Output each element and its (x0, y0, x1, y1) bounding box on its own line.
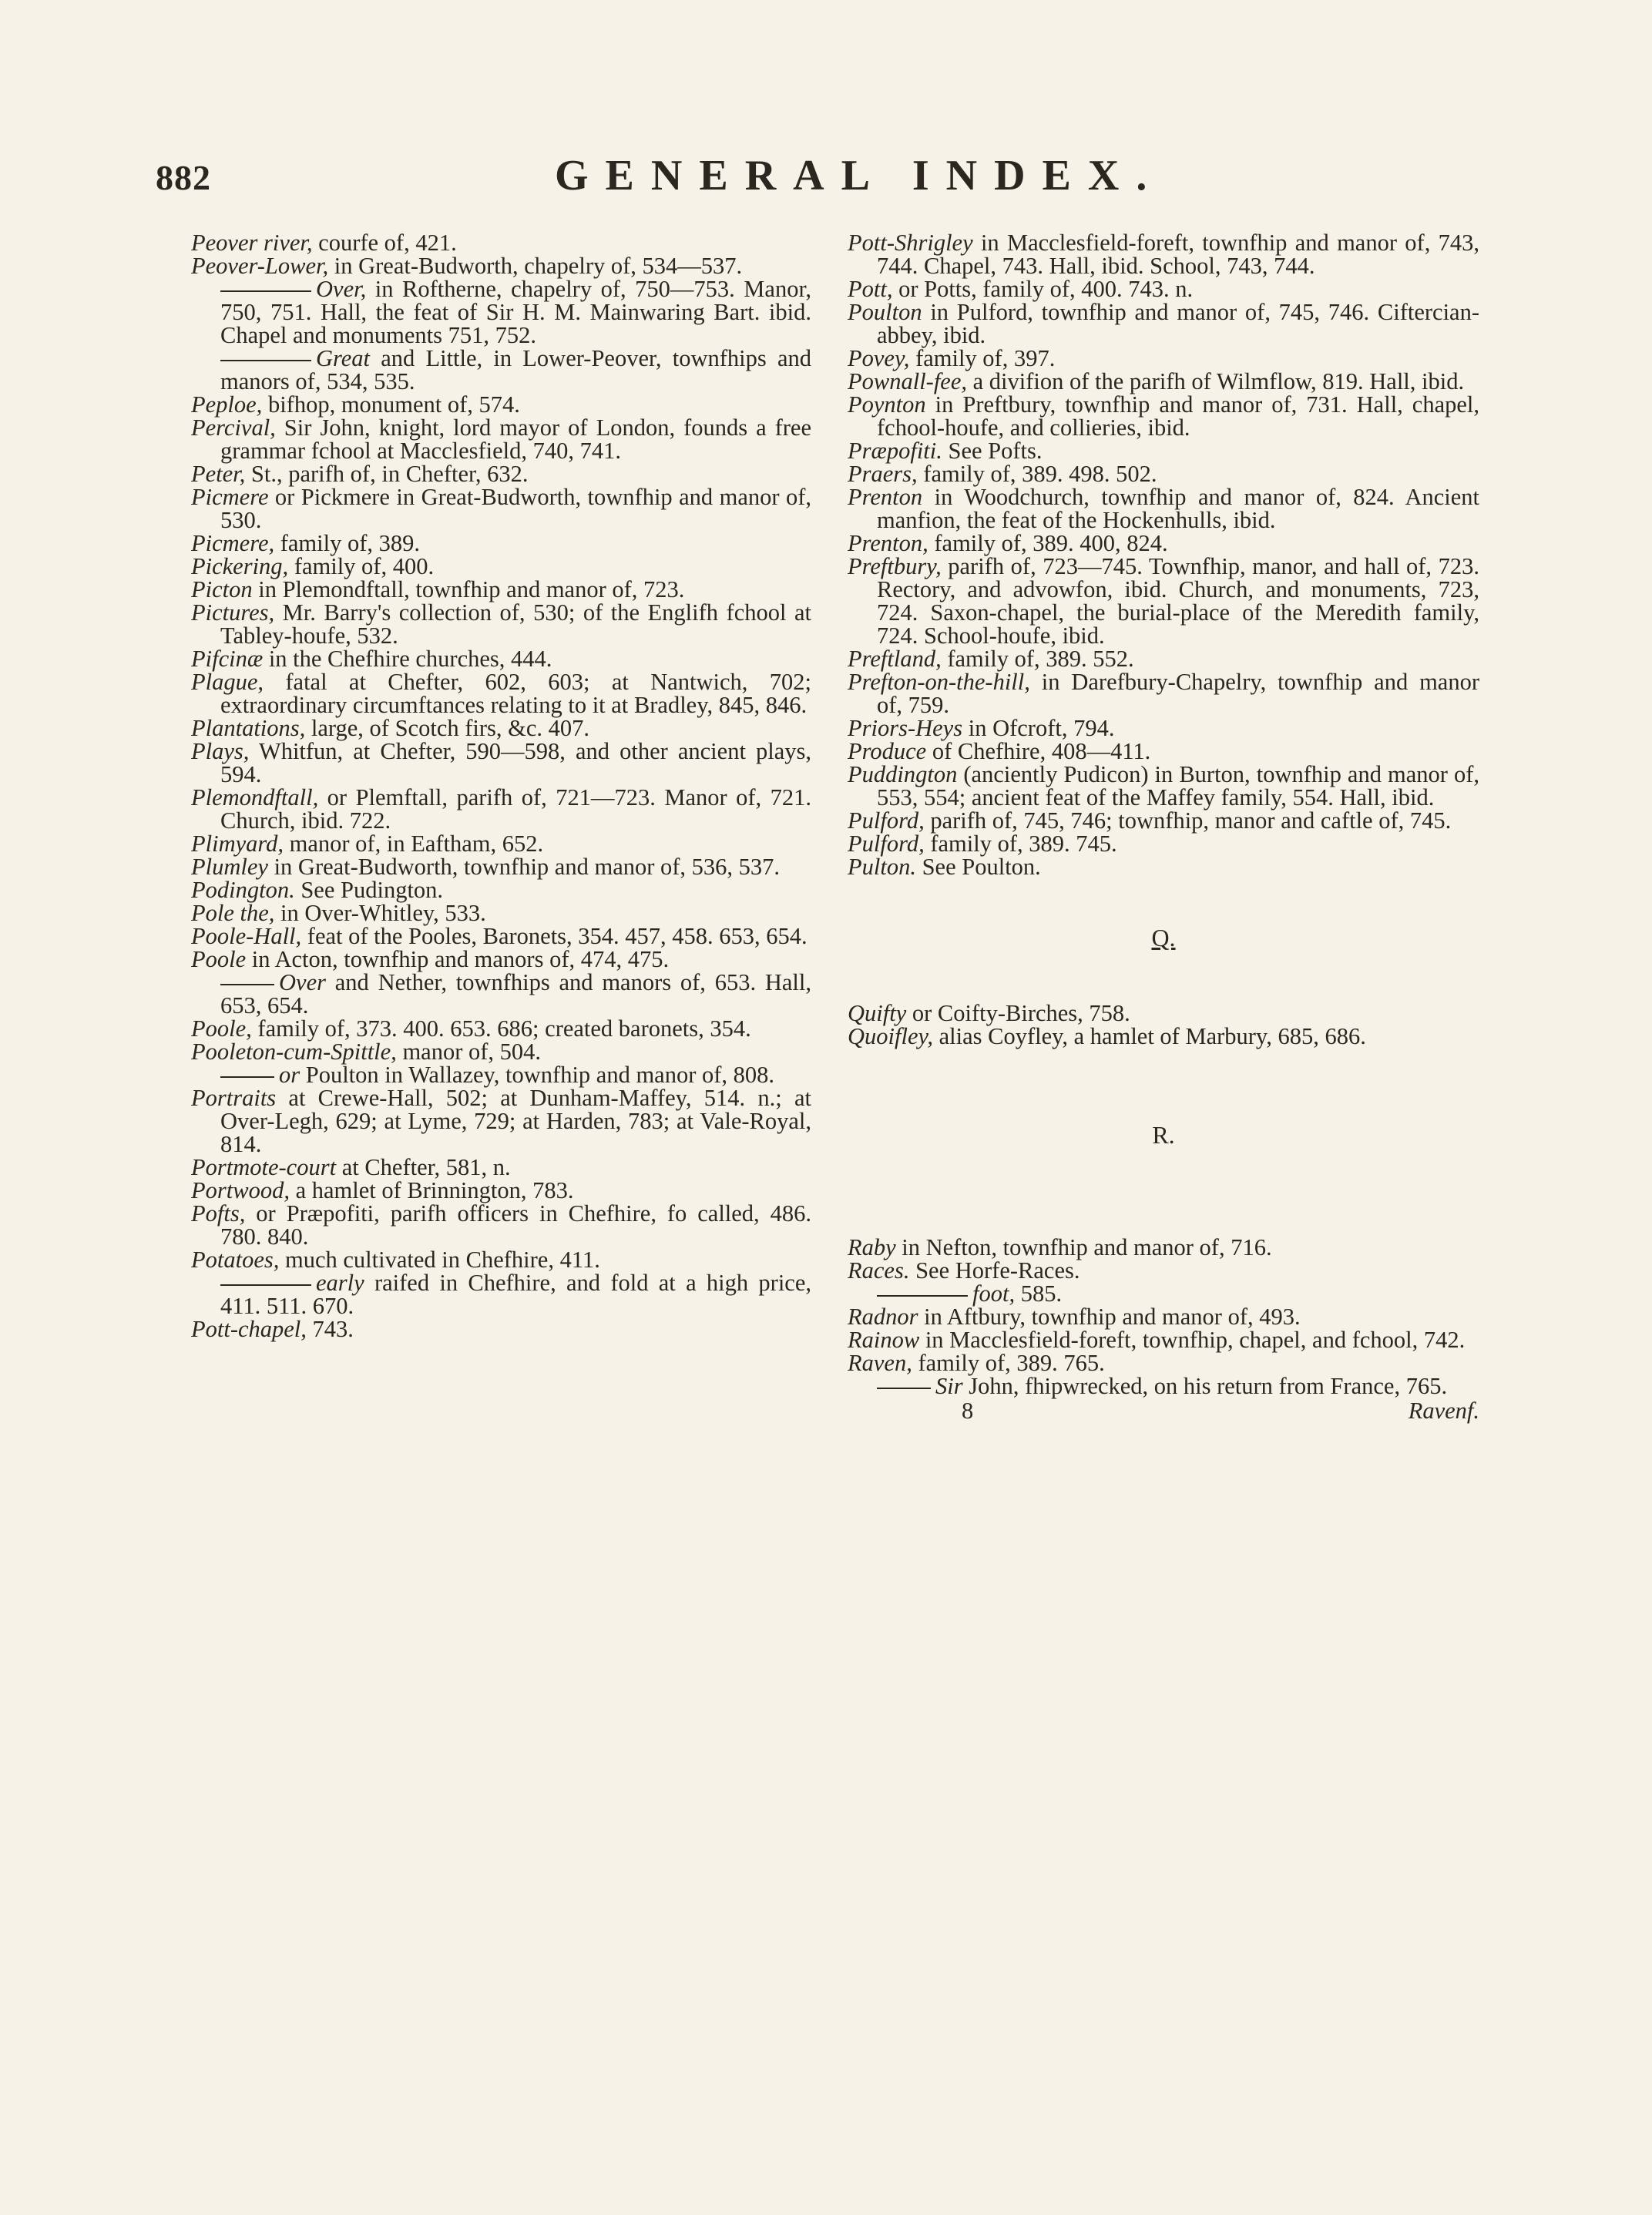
index-references: in Macclesfield-foreft, townfhip and manor of, 743, 744. Chapel, 743. Hall, ibid. School, 743, 744. (877, 230, 1479, 279)
index-entry (191, 925, 811, 948)
index-references: a divifion of the parifh of Wilmflow, 819. Hall, ibid. (967, 368, 1465, 394)
index-term: Potatoes, (191, 1247, 280, 1273)
index-term: Plays, (191, 738, 250, 764)
index-entry (848, 1328, 1479, 1351)
section-letter-q: Q. (1151, 924, 1176, 951)
ditto-dash (220, 360, 311, 361)
index-references: family of, 389. 765. (912, 1350, 1105, 1376)
index-references: in Great-Budworth, townfhip and manor of, 536, 537. (267, 854, 781, 880)
index-references: See Pudington. (294, 877, 444, 903)
index-term: Pictures, (191, 599, 275, 626)
index-references: St., parifh of, in Chefter, 632. (245, 461, 529, 487)
index-entry (191, 578, 811, 601)
index-term: Prefton-on-the-hill, (848, 669, 1030, 695)
index-references: parifh of, 723—745. Townfhip, manor, and hall of, 723. Rectory, and advowfon, ibid. Church, and monuments, 723, 724. Saxon-chapel, the burial-place of the Meredith family, 724. School-houfe, ibid. (877, 553, 1479, 649)
index-references: in Darefbury-Chapelry, townfhip and manor of, 759. (877, 669, 1479, 718)
index-term: Pooleton-cum-Spittle, (191, 1039, 397, 1065)
index-term: Plimyard, (191, 831, 284, 857)
page-number: 882 (156, 158, 211, 197)
index-term: Pott-Shrigley (848, 230, 973, 256)
index-entry (191, 1317, 811, 1341)
index-term: Raby (848, 1234, 896, 1260)
index-references: Whitfun, at Chefter, 590—598, and other ancient plays, 594. (220, 738, 811, 787)
index-entry (848, 1025, 1479, 1048)
index-references: parifh of, 745, 746; townfhip, manor and caftle of, 745. (924, 807, 1452, 834)
index-entry (191, 462, 811, 485)
index-term: Pownall-fee, (848, 368, 968, 394)
index-term: Plague, (191, 669, 264, 695)
index-references: 743. (306, 1316, 354, 1342)
index-references: See Poulton. (915, 854, 1041, 880)
ditto-dash (877, 1388, 931, 1389)
index-subentry (191, 277, 811, 347)
index-entry (848, 231, 1479, 277)
index-term: Peover-Lower, (191, 253, 329, 279)
index-term: Pole the, (191, 900, 275, 926)
index-subentry (848, 1374, 1479, 1398)
index-entry (191, 555, 811, 578)
index-references: 585. (1015, 1280, 1063, 1307)
index-term: Pulford, (848, 807, 925, 834)
index-term: Pott-chapel, (191, 1316, 307, 1342)
index-references: in Nefton, townfhip and manor of, 716. (895, 1234, 1272, 1260)
index-entry (191, 485, 811, 532)
index-entry (848, 370, 1479, 393)
index-references: See Pofts. (942, 438, 1043, 464)
index-term: Picton (191, 576, 253, 602)
index-references: in the Chefhire churches, 444. (263, 646, 552, 672)
index-entry (191, 786, 811, 832)
index-references: in Plemondftall, townfhip and manor of, 723. (252, 576, 685, 602)
index-term: Pulford, (848, 831, 925, 857)
index-entry (191, 740, 811, 786)
index-references: in Acton, townfhip and manors of, 474, 475. (246, 946, 670, 972)
index-entry (191, 1040, 811, 1063)
index-references: manor of, in Eaftham, 652. (284, 831, 544, 857)
index-term: Over, (316, 276, 367, 302)
ditto-dash (220, 1076, 274, 1078)
index-term: Peter, (191, 461, 246, 487)
index-subentry (848, 1282, 1479, 1305)
index-term: Pickering, (191, 553, 289, 579)
index-references: or Coifty-Birches, 758. (906, 1000, 1130, 1026)
ditto-dash (220, 290, 311, 292)
index-references: courfe of, 421. (312, 230, 457, 256)
index-entry (191, 416, 811, 462)
index-entry (848, 832, 1479, 855)
index-term: Peploe, (191, 391, 263, 418)
catchword: Ravenf. (1408, 1398, 1479, 1424)
index-term: Rainow (848, 1327, 920, 1353)
index-entry (848, 1305, 1479, 1328)
index-references: raifed in Chefhire, and fold at a high price, 411. 511. 670. (220, 1270, 811, 1319)
index-term: Prenton, (848, 530, 928, 556)
index-term: Poole, (191, 1015, 252, 1042)
index-entry (848, 670, 1479, 717)
index-entry (848, 300, 1479, 347)
q-entries-list (848, 1002, 1479, 1048)
index-references: at Crewe-Hall, 502; at Dunham-Maffey, 514. n.; at Over-Legh, 629; at Lyme, 729; at Harden, 783; at Vale-Royal, 814. (220, 1085, 811, 1157)
right-column (848, 231, 1479, 1428)
index-term: or (279, 1062, 301, 1088)
index-term: Portmote-court (191, 1154, 337, 1180)
index-term: Radnor (848, 1304, 918, 1330)
index-entry (848, 1002, 1479, 1025)
index-entry (191, 717, 811, 740)
index-term: Plumley (191, 854, 268, 880)
page-title: GENERAL INDEX. (555, 152, 1164, 200)
index-references: in Woodchurch, townfhip and manor of, 824. Ancient manfion, the feat of the Hockenhulls, ibid. (877, 484, 1479, 533)
index-entry (848, 462, 1479, 485)
left-column (191, 231, 811, 1341)
index-entry (191, 601, 811, 647)
index-term: Great (316, 345, 371, 371)
index-references: a hamlet of Brinnington, 783. (289, 1177, 574, 1203)
index-entry (848, 647, 1479, 670)
index-entry (848, 485, 1479, 532)
index-entry (848, 809, 1479, 832)
index-term: Povey, (848, 345, 910, 371)
index-references: in Pulford, townfhip and manor of, 745, 746. Ciftercian-abbey, ibid. (877, 299, 1479, 348)
index-references: family of, 373. 400. 653. 686; created baronets, 354. (251, 1015, 751, 1042)
index-references: See Horfe-Races. (909, 1257, 1080, 1284)
index-subentry (191, 1271, 811, 1317)
index-term: Sir (935, 1373, 963, 1399)
index-entry (191, 832, 811, 855)
index-term: Percival, (191, 414, 276, 441)
index-references: or Potts, family of, 400. 743. n. (892, 276, 1194, 302)
index-entry (848, 555, 1479, 647)
index-references: of Chefhire, 408—411. (926, 738, 1151, 764)
index-term: Plemondftall, (191, 784, 319, 810)
index-term: Prenton (848, 484, 923, 510)
index-term: Peover river, (191, 230, 313, 256)
index-references: family of, 389. (274, 530, 421, 556)
r-entries-list (848, 1236, 1479, 1398)
index-entry (848, 763, 1479, 809)
index-term: foot, (972, 1280, 1016, 1307)
index-term: Preftland, (848, 646, 942, 672)
index-term: Praers, (848, 461, 918, 487)
index-term: Podington. (191, 877, 295, 903)
index-term: Poole-Hall, (191, 923, 302, 949)
index-term: Puddington (848, 761, 958, 787)
page-header (0, 146, 1652, 208)
index-references: Sir John, knight, lord mayor of London, founds a free grammar fchool at Macclesfield, 740, 741. (220, 414, 811, 464)
index-subentry (191, 347, 811, 393)
index-references: Mr. Barry's collection of, 530; of the Englifh fchool at Tabley-houfe, 532. (220, 599, 811, 649)
index-term: Picmere (191, 484, 269, 510)
index-entry (191, 254, 811, 277)
index-references: family of, 389. 552. (941, 646, 1134, 672)
index-references: manor of, 504. (396, 1039, 542, 1065)
index-references: family of, 389. 498. 502. (917, 461, 1157, 487)
index-term: Races. (848, 1257, 910, 1284)
index-entry (191, 1156, 811, 1179)
index-subentry (191, 1063, 811, 1086)
index-entry (848, 393, 1479, 439)
index-entry (191, 393, 811, 416)
index-references: or Præpofiti, parifh officers in Chefhire, fo called, 486. 780. 840. (220, 1200, 811, 1250)
page-footer (848, 1398, 1479, 1428)
index-references: in Roftherne, chapelry of, 750—753. Manor, 750, 751. Hall, the feat of Sir H. M. Mainwaring Bart. ibid. Chapel and monuments 751, 752. (220, 276, 811, 348)
index-entry (191, 670, 811, 717)
index-term: Preftbury, (848, 553, 942, 579)
index-references: in Over-Whitley, 533. (274, 900, 486, 926)
p-entries-list (848, 231, 1479, 878)
index-term: Portwood, (191, 1177, 290, 1203)
index-term: Poulton (848, 299, 922, 325)
index-references: and Nether, townfhips and manors of, 653. Hall, 653, 654. (220, 969, 811, 1019)
index-references: in Aftbury, townfhip and manor of, 493. (918, 1304, 1301, 1330)
index-entry (848, 855, 1479, 878)
index-term: Quifty (848, 1000, 907, 1026)
index-references: family of, 400. (288, 553, 435, 579)
index-term: Poynton (848, 391, 926, 418)
index-entry (191, 1086, 811, 1156)
index-references: fatal at Chefter, 602, 603; at Nantwich, 702; extraordinary circumftances relating to it at Bradley, 845, 846. (220, 669, 811, 718)
index-entry (191, 1179, 811, 1202)
index-references: in Great-Budworth, chapelry of, 534—537. (328, 253, 743, 279)
index-term: Pifcinæ (191, 646, 264, 672)
index-entry (191, 1248, 811, 1271)
index-references: in Macclesfield-foreft, townfhip, chapel, and fchool, 742. (919, 1327, 1466, 1353)
index-references: or Pickmere in Great-Budworth, townfhip and manor of, 530. (220, 484, 811, 533)
index-entry (848, 532, 1479, 555)
index-term: Pulton. (848, 854, 916, 880)
index-entry (848, 740, 1479, 763)
index-references: John, fhipwrecked, on his return from France, 765. (962, 1373, 1448, 1399)
index-entry (191, 532, 811, 555)
section-letter-r: R. (1152, 1121, 1175, 1149)
index-references: family of, 389. 400, 824. (928, 530, 1168, 556)
index-references: much cultivated in Chefhire, 411. (279, 1247, 600, 1273)
index-references: or Plemftall, parifh of, 721—723. Manor of, 721. Church, ibid. 722. (220, 784, 811, 834)
index-term: Picmere, (191, 530, 275, 556)
index-entry (848, 277, 1479, 300)
index-subentry (191, 971, 811, 1017)
index-term: Over (279, 969, 326, 995)
index-term: Plantations, (191, 715, 306, 741)
index-term: Quoifley, (848, 1023, 933, 1049)
index-references: feat of the Pooles, Baronets, 354. 457, 458. 653, 654. (301, 923, 808, 949)
ditto-dash (220, 984, 274, 985)
index-entry (848, 347, 1479, 370)
index-references: large, of Scotch firs, &c. 407. (305, 715, 590, 741)
index-entry (191, 231, 811, 254)
index-entry (848, 1351, 1479, 1374)
index-entry (191, 948, 811, 971)
index-term: early (316, 1270, 364, 1296)
index-entry (191, 1017, 811, 1040)
ditto-dash (877, 1295, 968, 1297)
index-references: alias Coyfley, a hamlet of Marbury, 685, 686. (932, 1023, 1366, 1049)
index-references: Poulton in Wallazey, townfhip and manor of, 808. (300, 1062, 775, 1088)
index-term: Poole (191, 946, 247, 972)
index-entry (191, 647, 811, 670)
signature-mark: 8 (962, 1398, 974, 1424)
index-references: (anciently Pudicon) in Burton, townfhip and manor of, 553, 554; ancient feat of the Maffey family, 554. Hall, ibid. (877, 761, 1479, 810)
index-entry (191, 878, 811, 901)
index-references: at Chefter, 581, n. (336, 1154, 511, 1180)
index-entry (191, 901, 811, 925)
index-entry (848, 439, 1479, 462)
index-references: family of, 397. (909, 345, 1056, 371)
index-entry (848, 1236, 1479, 1259)
index-term: Pofts, (191, 1200, 246, 1227)
index-entry (848, 1259, 1479, 1282)
index-term: Raven, (848, 1350, 912, 1376)
index-entry (191, 1202, 811, 1248)
index-term: Portraits (191, 1085, 277, 1111)
index-term: Pott, (848, 276, 893, 302)
index-entry (848, 717, 1479, 740)
ditto-dash (220, 1284, 311, 1286)
index-references: in Preftbury, townfhip and manor of, 731. Hall, chapel, fchool-houfe, and collieries, ibid. (877, 391, 1479, 441)
index-term: Produce (848, 738, 927, 764)
index-term: Priors-Heys (848, 715, 963, 741)
index-references: bifhop, monument of, 574. (262, 391, 520, 418)
index-term: Præpofiti. (848, 438, 942, 464)
index-references: and Little, in Lower-Peover, townfhips and manors of, 534, 535. (220, 345, 811, 394)
index-references: family of, 389. 745. (924, 831, 1117, 857)
index-entry (191, 855, 811, 878)
index-references: in Ofcroft, 794. (962, 715, 1115, 741)
